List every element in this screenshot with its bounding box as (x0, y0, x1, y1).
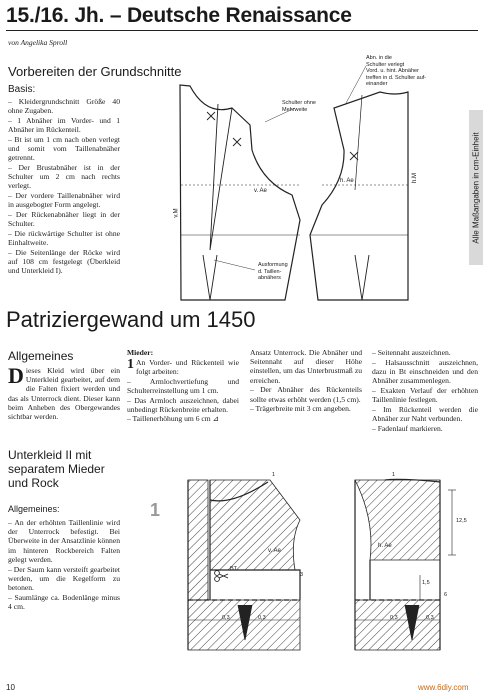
unterkleid-item: – An der erhöhten Taillenlinie wird der Unterrock befestigt. Bei Überweite in der Ansatzlinie können im hinteren Rockbereich Falten gelegt werden. (8, 518, 120, 564)
annotation-line: Schulter ohne (282, 100, 316, 106)
label-bt: BT (230, 566, 238, 572)
prep-item: – Kleidergrundschnitt Größe 40 ohne Zugaben. (8, 97, 120, 116)
unterkleid-general-heading: Allgemeines: (8, 504, 60, 514)
annotation-line: Vord. u. hint. Abnäher (366, 68, 419, 75)
col4-item: – Im Rückenteil werden die Abnäher zur Naht verbunden. (372, 404, 478, 423)
author-line: von Angelika Sproll (8, 38, 68, 47)
watermark: www.6diy.com (418, 683, 469, 692)
scissors-icon (215, 571, 228, 582)
col4-item: – Seitennaht auszeichnen. (372, 348, 451, 357)
prep-heading: Vorbereiten der Grundschnitte (8, 64, 182, 79)
label-6: 6 (444, 592, 448, 598)
general-text: ieses Kleid wird über ein Unterkleid gearbeitet, auf dem die Falten fixiert werden und das als Unterrock dient. Dieser kann beim Anheben des Obergewandes sichtbar werden. (8, 366, 120, 422)
prep-item: – Die Seitenlänge der Röcke wird auf 108 cm festgelegt (Überkleid und Unterkleid I). (8, 247, 120, 276)
mieder-front-piece (188, 480, 300, 650)
section-title: Patriziergewand um 1450 (6, 307, 256, 332)
mieder-heading: Mieder: (127, 348, 154, 357)
label-1: 1 (272, 472, 276, 478)
annotation-line: Schulter verlegt (366, 61, 405, 68)
label-12-5: 12,5 (456, 518, 467, 524)
annotation-line: Abn. in die (366, 55, 392, 61)
mieder-block (127, 348, 239, 424)
label-03: 0,3 (222, 615, 230, 621)
annotation-schulter (282, 100, 316, 113)
general-heading: Allgemeines (8, 349, 74, 363)
label-h-ae: h. Ae (340, 178, 354, 184)
prep-item: – Der Rückenabnäher liegt in der Schulter. (8, 209, 120, 229)
mieder-back-piece (355, 479, 440, 650)
back-x-marks (350, 152, 358, 160)
col4-block (372, 348, 478, 433)
label-hm: h.M (412, 172, 419, 184)
annotation-line: treffen in d. Schulter auf- (366, 74, 427, 81)
label-03: 0,3 (258, 615, 266, 621)
annotation-abnaher (366, 55, 426, 88)
prep-item: – Der Brustabnäher ist in der Schulter um 2 cm nach rechts verlegt. (8, 162, 120, 191)
col3-item: – Trägerbreite mit 3 cm angeben. (250, 404, 351, 414)
unterkleid-item: – Der Saum kann versteift gearbeitet werden, um die Kegelform zu betonen. (8, 564, 120, 592)
col4-item: – Exakten Verlauf der erhöhten Taillenlinie festlegen. (372, 385, 478, 405)
page-title: 15./16. Jh. – Deutsche Renaissance (6, 4, 352, 27)
col4-item: – Fadenlauf markieren. (372, 423, 443, 433)
col3-block (250, 348, 362, 414)
col3-item: – Der Abnäher des Rückenteils sollte etwas erhöht werden (1,5 cm). (250, 385, 362, 404)
diagram-number: 1 (150, 500, 161, 520)
annotation-line: einander (366, 81, 388, 88)
annotation-line: Mehrweite (282, 106, 308, 113)
mieder-item: – Das Armloch auszeichnen, dabei unbedingt Rückenbreite erhalten. (127, 395, 239, 414)
front-x-marks (207, 112, 241, 146)
prep-item: – Die rückwärtige Schulter ist ohne Einhaltweite. (8, 228, 120, 248)
col3-item: Ansatz Unterrock. Die Abnäher und Seitennaht auf dieser Höhe einstellen, um das Unterbrustmaß zu erreichen. (250, 348, 362, 385)
annotation-ausformung (258, 262, 288, 282)
label-h-ae-2: h. Ae (378, 543, 392, 549)
label-03: 0,3 (390, 615, 398, 621)
label-03: 0,3 (426, 615, 434, 621)
label-v-ae: v. Ae (254, 188, 267, 194)
prep-item: – 1 Abnäher im Vorder- und 1 Abnäher im Rückenteil. (8, 115, 120, 135)
label-1-5: 1,5 (422, 580, 430, 586)
label-v-ae-2: v. Ae (268, 548, 281, 554)
label-vm: v.M (173, 208, 180, 218)
mieder-dropcap: 1 (127, 356, 134, 372)
mieder-item: – Taillenerhöhung um 6 cm ⊿ (127, 414, 219, 424)
label-3: 3 (300, 572, 304, 578)
col4-item: – Halsausschnitt auszeichnen, dazu in Bt einschneiden und den Abnäher zusammenlegen. (372, 357, 478, 386)
mieder-item: An Vorder- und Rückenteil wie folgt arbeiten: (136, 357, 239, 376)
side-tab-label: Alle Maßangaben in cm-Einheit (471, 131, 481, 244)
page-number: 10 (6, 683, 15, 692)
annotation-line: abnähers (258, 275, 281, 282)
prep-item: – Bt ist um 1 cm nach oben verlegt und somit vom Taillenabnäher getrennt. (8, 134, 120, 163)
annotation-line: d. Taillen- (258, 268, 282, 275)
unterkleid-heading: Unterkleid II mit separatem Mieder und Rock (8, 448, 105, 490)
prep-item: – Der vordere Taillenabnäher wird in ausgebogter Form angelegt. (8, 191, 120, 210)
mieder-item: – Armlochvertiefung und Schulterreinstellung um 1 cm. (127, 376, 239, 395)
unterkleid-list (8, 518, 120, 612)
unterkleid-item: – Saumlänge ca. Bodenlänge minus 4 cm. (8, 592, 120, 611)
label-1: 1 (392, 472, 396, 478)
general-text-block (8, 363, 120, 422)
dropcap: D (8, 363, 24, 388)
back-pattern-piece (310, 92, 408, 300)
basis-label: Basis: (8, 84, 36, 95)
annotation-line: Ausformung (258, 262, 288, 268)
